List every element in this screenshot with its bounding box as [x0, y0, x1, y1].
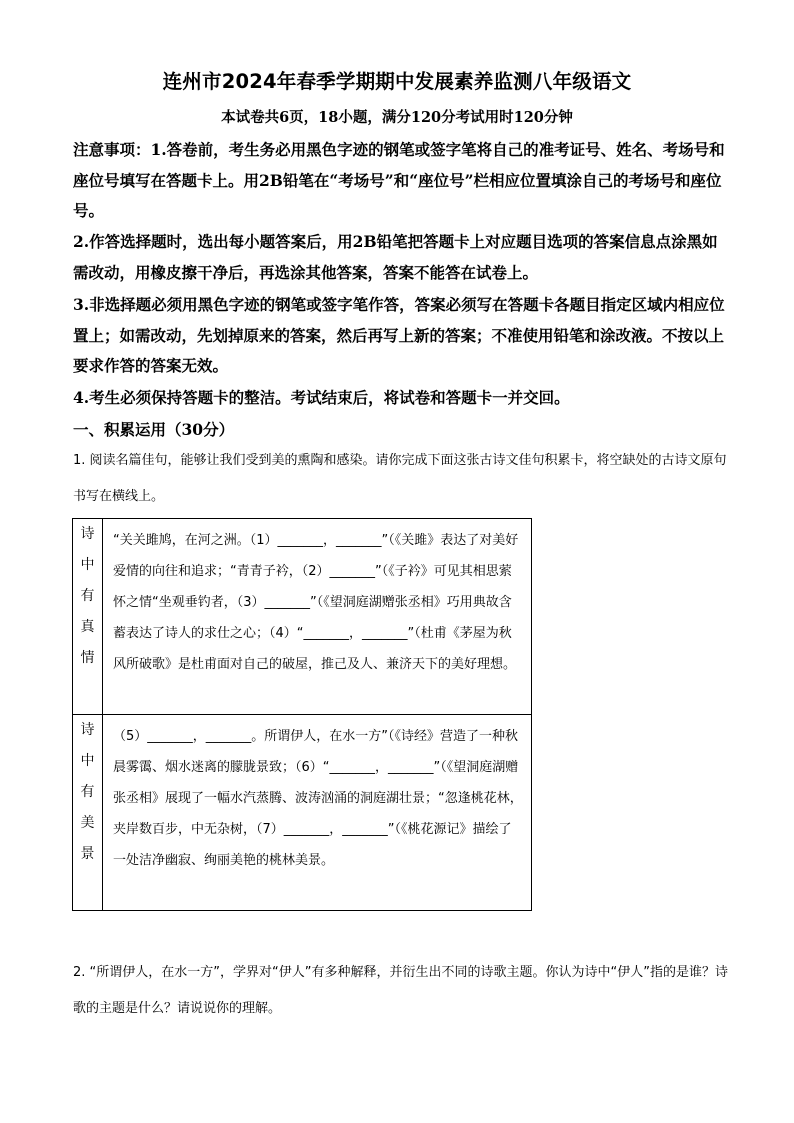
row-label-beautiful-scenery: 诗 中 有 美 景: [73, 715, 103, 911]
poem-card-table: [72, 518, 532, 911]
exam-subtitle: 本试卷共6页，18小题，满分120分考试用时120分钟: [221, 109, 573, 126]
table-row: [73, 519, 532, 715]
row-label-true-feeling: 诗 中 有 真 情: [73, 519, 103, 715]
section-heading: 一、积累运用（30分）: [73, 420, 235, 439]
exam-title: 连州市2024年春季学期期中发展素养监测八年级语文: [162, 70, 632, 93]
notice-1: 注意事项：1.答卷前，考生务必用黑色字迹的钢笔或签字笔将自己的准考证号、姓名、考场号和座位号填写在答题卡上。用2B铅笔在“考场号”和“座位号”栏相应位置填涂自己的考场号和座位号。: [73, 140, 725, 220]
notice-2: 2.作答选择题时，选出每小题答案后，用2B铅笔把答题卡上对应题目选项的答案信息点涂黑如需改动，用橡皮擦干净后，再选涂其他答案，答案不能答在试卷上。: [73, 232, 718, 282]
notice-3: 3.非选择题必须用黑色字迹的钢笔或签字笔作答，答案必须写在答题卡各题目指定区域内相应位置上；如需改动，先划掉原来的答案，然后再写上新的答案；不准使用铅笔和涂改液。不按以上要求作答的答案无效。: [73, 295, 725, 375]
row-text-beautiful-scenery: （5）_______，_______。所谓伊人，在水一方”（《诗经》营造了一种秋晨雾霭、烟水迷离的朦胧景致；（6）“_______，_______”（《望洞庭湖赠张丞相》展现了一幅水汽蒸腾、波涛汹涌的洞庭湖壮景；“忽逢桃花林，夹岸数百步，中无杂树，（7）_______，_______”（《桃花源记》描绘了一处洁净幽寂、绚丽美艳的桃林美景。: [103, 715, 532, 911]
notice-4: 4.考生必须保持答题卡的整洁。考试结束后，将试卷和答题卡一并交回。: [73, 388, 570, 407]
question-2-prompt: 2. “所谓伊人，在水一方”，学界对“伊人”有多种解释，并衍生出不同的诗歌主题。你认为诗中“伊人”指的是谁？诗歌的主题是什么？请说说你的理解。: [73, 965, 728, 1016]
row-text-true-feeling: “关关雎鸠，在河之洲。（1）_______，_______”（《关雎》表达了对美好爱情的向往和追求；“青青子衿，（2）_______”（《子衿》可见其相思萦怀之情“坐观垂钓者，（3）_______”（《望洞庭湖赠张丞相》巧用典故含蓄表达了诗人的求仕之心；（4）“_______，_______”（杜甫《茅屋为秋风所破歌》是杜甫面对自己的破屋，推己及人、兼济天下的美好理想。: [103, 519, 532, 715]
table-row: [73, 715, 532, 911]
question-1-prompt: 1. 阅读名篇佳句，能够让我们受到美的熏陶和感染。请你完成下面这张古诗文佳句积累卡，将空缺处的古诗文原句书写在横线上。: [73, 453, 727, 504]
